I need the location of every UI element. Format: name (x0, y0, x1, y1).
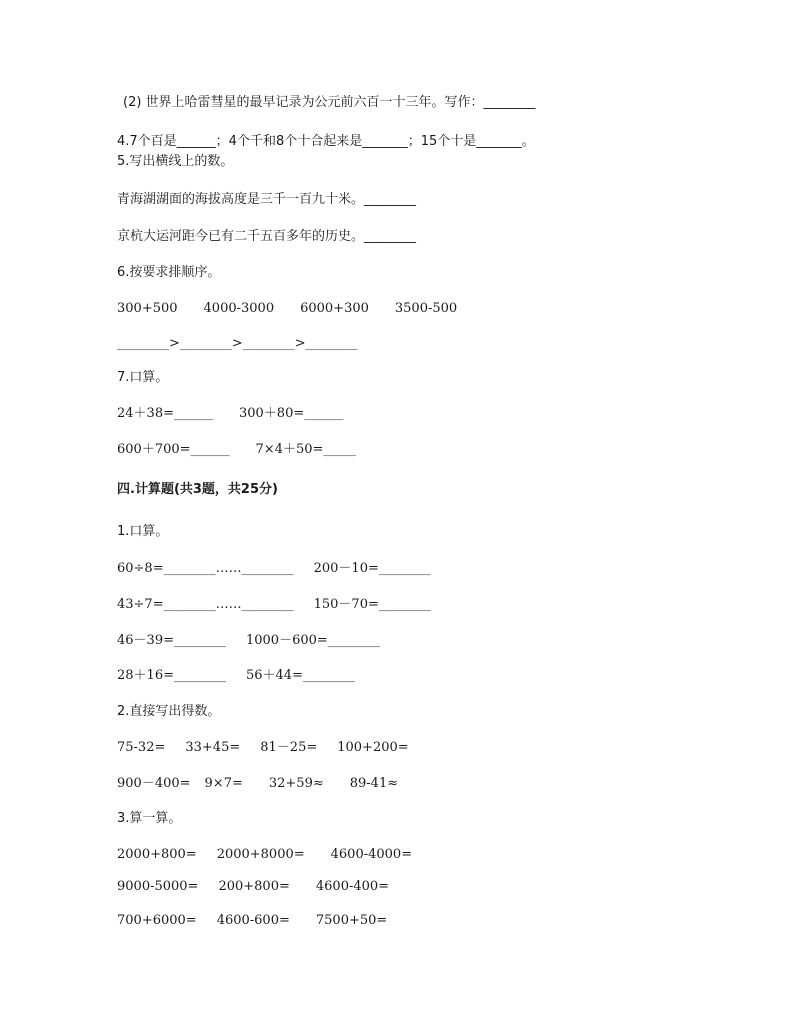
calc-1-row-4 (117, 667, 355, 685)
math-item: 2000+800= (117, 847, 197, 862)
math-item: 9×7= (204, 776, 243, 791)
calc-2-row-2 (117, 775, 398, 793)
math-item: 75-32= (117, 740, 166, 755)
math-item: 4600-4000= (330, 847, 413, 862)
expression-item: 6000+300 (300, 301, 369, 316)
question-6-title: 6.按要求排顺序。 (117, 265, 221, 280)
math-item: 33+45= (185, 740, 241, 755)
math-item: 7×4＋50=_____ (255, 442, 356, 457)
calc-1-row-1 (117, 560, 431, 578)
math-item: 32+59≈ (268, 776, 324, 791)
math-item: 24＋38=______ (117, 406, 213, 421)
calc-2-row-1 (117, 739, 409, 757)
math-item: 60÷8=________……________ (117, 561, 294, 576)
ordering-answer-blanks: ________>________>________>________ (117, 336, 358, 351)
math-item: 1000－600=________ (245, 633, 380, 648)
calc-3-title: 3.算一算。 (117, 811, 182, 826)
calc-3-row-1 (117, 846, 412, 864)
question-7-title: 7.口算。 (117, 370, 169, 385)
math-item: 81－25= (260, 740, 318, 755)
expression-item: 4000-3000 (203, 301, 275, 316)
math-item: 700+6000= (117, 913, 197, 928)
calc-1-row-2 (117, 596, 431, 614)
math-item: 7500+50= (315, 913, 388, 928)
math-item: 300＋80=______ (238, 406, 344, 421)
math-item: 4600-600= (216, 913, 290, 928)
section-4-heading: 四.计算题(共3题，共25分) (117, 482, 278, 497)
math-item: 100+200= (337, 740, 409, 755)
math-item: 200－10=________ (313, 561, 431, 576)
calc-1-row-3 (117, 632, 380, 650)
calc-1-title: 1.口算。 (117, 524, 169, 539)
math-item: 43÷7=________……________ (117, 597, 294, 612)
calc-3-row-2 (117, 878, 389, 896)
expression-item: 3500-500 (394, 301, 458, 316)
mental-math-row-1 (117, 405, 343, 423)
question-4-place-values: 4.7个百是______；4个千和8个十合起来是_______；15个十是_______。 (117, 134, 535, 149)
question-5-title: 5.写出横线上的数。 (117, 154, 234, 169)
math-item: 2000+8000= (216, 847, 305, 862)
math-item: 150－70=________ (313, 597, 431, 612)
ordering-expressions (117, 300, 457, 318)
question-grand-canal: 京杭大运河距今已有二千五百多年的历史。________ (117, 229, 417, 244)
math-item: 28＋16=________ (117, 668, 226, 683)
math-item: 56＋44=________ (245, 668, 355, 683)
question-qinghai-lake: 青海湖湖面的海拔高度是三千一百九十米。________ (117, 192, 417, 207)
math-item: 600＋700=______ (117, 442, 230, 457)
calc-3-row-3 (117, 912, 387, 930)
math-item: 200+800= (218, 879, 290, 894)
question-comet-record: (2) 世界上哈雷彗星的最早记录为公元前六百一十三年。写作：________ (123, 95, 536, 110)
math-item: 89-41≈ (349, 776, 399, 791)
mental-math-row-2 (117, 441, 356, 459)
math-item: 46－39=________ (117, 633, 226, 648)
math-item: 4600-400= (315, 879, 390, 894)
expression-item: 300+500 (117, 301, 178, 316)
math-item: 900－400= (117, 776, 191, 791)
math-item: 9000-5000= (117, 879, 199, 894)
calc-2-title: 2.直接写出得数。 (117, 704, 221, 719)
